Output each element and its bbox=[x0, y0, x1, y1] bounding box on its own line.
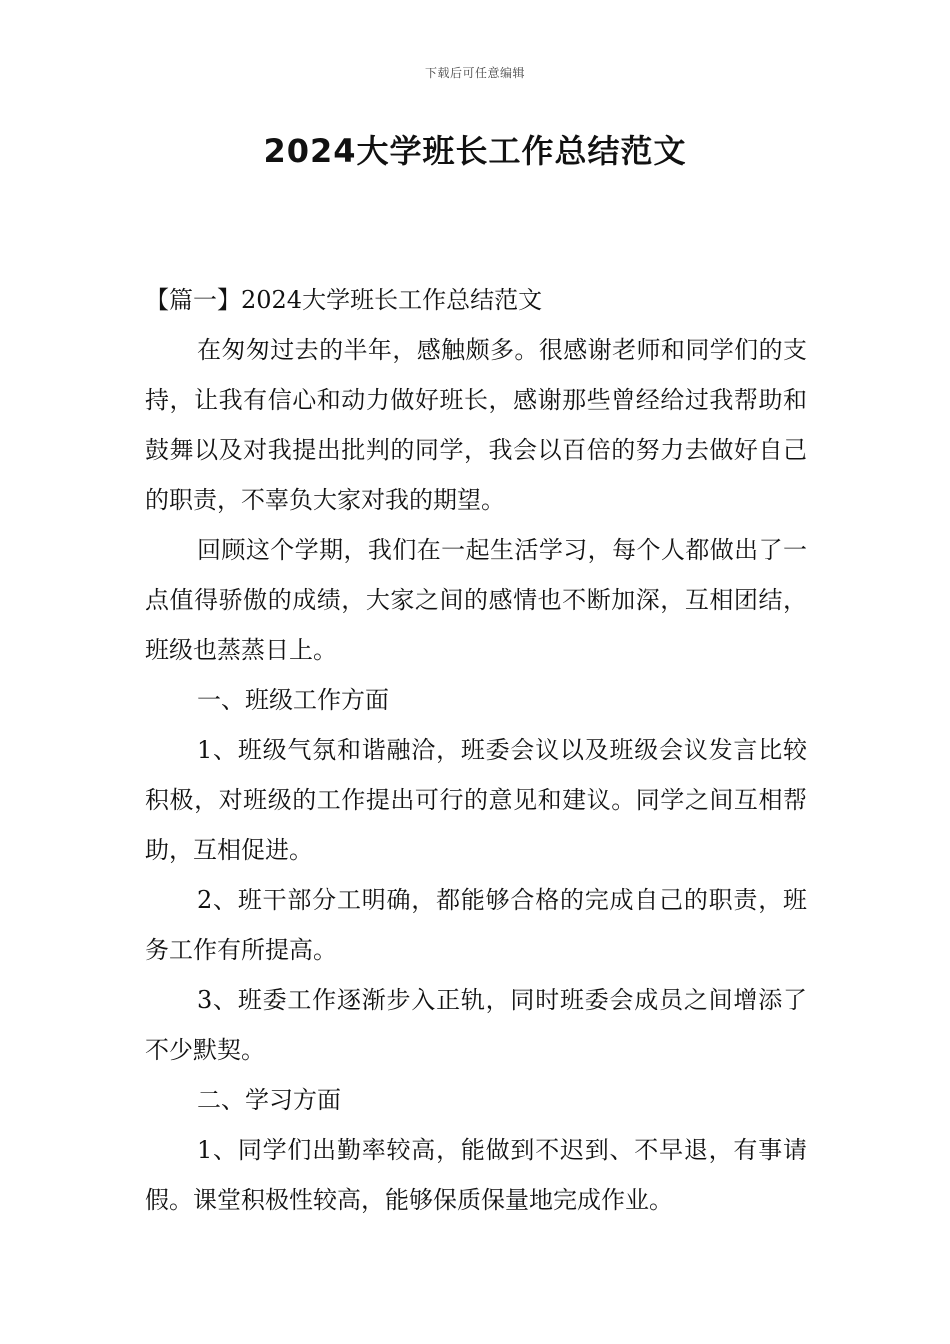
section-heading: 【篇一】2024大学班长工作总结范文 bbox=[145, 286, 543, 314]
subsection-heading: 二、学习方面 bbox=[197, 1086, 341, 1114]
body-paragraph: 1、同学们出勤率较高，能做到不迟到、不早退，有事请假。课堂积极性较高，能够保质保量地完成作业。 bbox=[145, 1136, 807, 1214]
document-title: 2024大学班长工作总结范文 bbox=[263, 132, 687, 170]
body-paragraph: 2、班干部分工明确，都能够合格的完成自己的职责，班务工作有所提高。 bbox=[145, 886, 807, 964]
body-paragraph: 回顾这个学期，我们在一起生活学习，每个人都做出了一点值得骄傲的成绩，大家之间的感情也不断加深，互相团结，班级也蒸蒸日上。 bbox=[145, 536, 807, 664]
body-paragraph: 在匆匆过去的半年，感触颇多。很感谢老师和同学们的支持，让我有信心和动力做好班长，感谢那些曾经给过我帮助和鼓舞以及对我提出批判的同学，我会以百倍的努力去做好自己的职责，不辜负大家对我的期望。 bbox=[145, 336, 807, 514]
document-body bbox=[145, 275, 807, 1225]
body-paragraph: 3、班委工作逐渐步入正轨，同时班委会成员之间增添了不少默契。 bbox=[145, 986, 807, 1064]
header-note: 下载后可任意编辑 bbox=[424, 66, 525, 80]
subsection-heading: 一、班级工作方面 bbox=[197, 686, 389, 714]
body-paragraph: 1、班级气氛和谐融洽，班委会议以及班级会议发言比较积极，对班级的工作提出可行的意见和建议。同学之间互相帮助，互相促进。 bbox=[145, 736, 807, 864]
